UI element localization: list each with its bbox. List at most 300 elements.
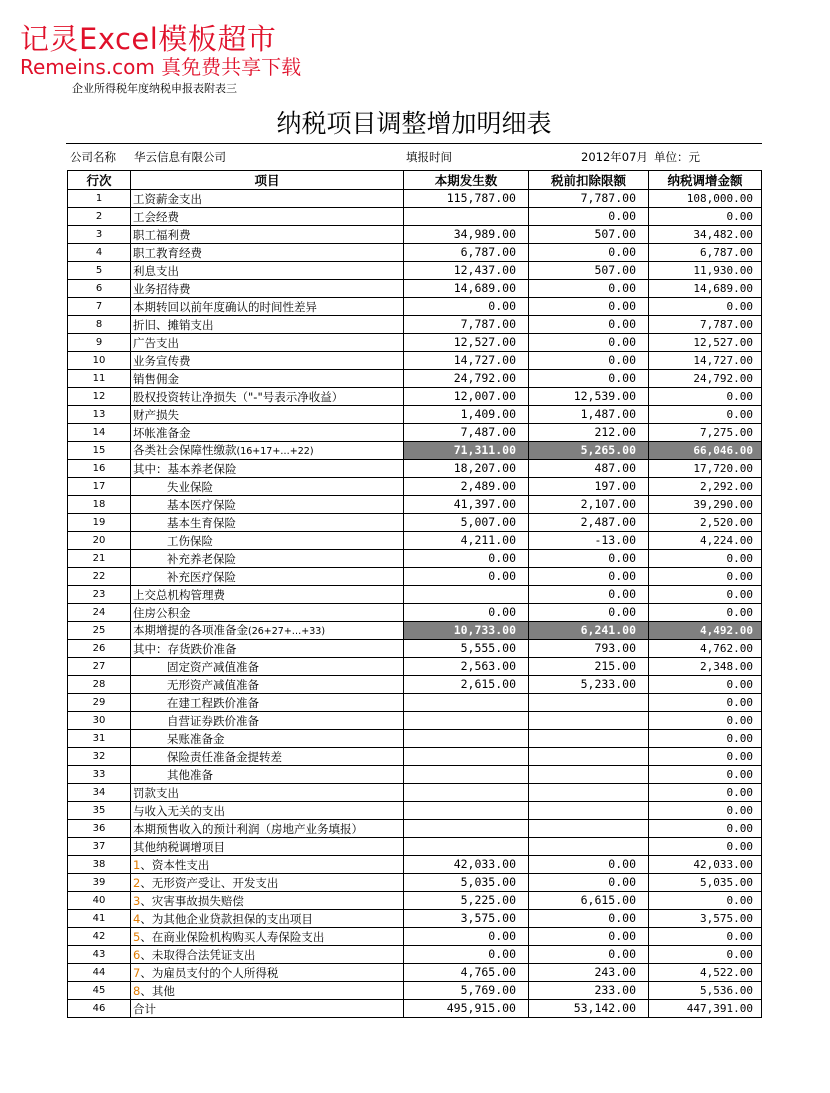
item-numbering: 2	[133, 876, 141, 890]
watermark-title: 记灵Excel模板超市	[20, 22, 277, 56]
deduction-limit-cell: 2,107.00	[529, 496, 649, 514]
item-label: 罚款支出	[133, 786, 179, 800]
row-number: 37	[68, 838, 131, 856]
row-item	[131, 838, 404, 856]
current-amount-cell: 4,211.00	[404, 532, 529, 550]
row-item	[131, 604, 404, 622]
table-row	[68, 478, 762, 496]
row-number: 27	[68, 658, 131, 676]
item-label: 合计	[133, 1002, 156, 1016]
adjustment-amount-cell: 0.00	[649, 766, 762, 784]
table-row	[68, 748, 762, 766]
unit-label: 单位：元	[654, 150, 700, 164]
item-label: 股权投资转让净损失（"-"号表示净收益）	[133, 390, 344, 404]
current-amount-cell: 10,733.00	[404, 622, 529, 640]
item-label: 住房公积金	[133, 606, 191, 620]
current-amount-cell	[404, 838, 529, 856]
item-numbering: 6	[133, 948, 141, 962]
row-number: 26	[68, 640, 131, 658]
current-amount-cell: 71,311.00	[404, 442, 529, 460]
row-item	[131, 802, 404, 820]
deduction-limit-cell: 233.00	[529, 982, 649, 1000]
item-label: 本期转回以前年度确认的时间性差异	[133, 300, 317, 314]
deduction-limit-cell: 2,487.00	[529, 514, 649, 532]
item-numbering: 5	[133, 930, 141, 944]
row-number: 21	[68, 550, 131, 568]
row-number: 33	[68, 766, 131, 784]
item-label: 保险责任准备金提转差	[167, 750, 282, 764]
row-item	[131, 514, 404, 532]
company-name: 华云信息有限公司	[134, 150, 226, 164]
item-label: 失业保险	[167, 480, 213, 494]
table-row	[68, 406, 762, 424]
current-amount-cell: 0.00	[404, 568, 529, 586]
table-row	[68, 604, 762, 622]
item-label: 其他纳税调增项目	[133, 840, 225, 854]
deduction-limit-cell: 0.00	[529, 550, 649, 568]
row-item	[131, 370, 404, 388]
item-label: 、其他	[140, 984, 175, 998]
deduction-limit-cell: 0.00	[529, 568, 649, 586]
deduction-limit-cell: 7,787.00	[529, 190, 649, 208]
row-number: 11	[68, 370, 131, 388]
row-item	[131, 910, 404, 928]
fill-time-label: 填报时间	[406, 150, 452, 164]
current-amount-cell: 12,527.00	[404, 334, 529, 352]
row-number: 2	[68, 208, 131, 226]
item-label: 财产损失	[133, 408, 179, 422]
table-row	[68, 370, 762, 388]
row-item	[131, 406, 404, 424]
col-header-deduction-limit: 税前扣除限额	[529, 171, 649, 190]
adjustment-amount-cell: 0.00	[649, 820, 762, 838]
deduction-limit-cell: 0.00	[529, 280, 649, 298]
item-formula-note: (16+17+…+22)	[236, 446, 314, 457]
item-label: 坏帐准备金	[133, 426, 191, 440]
table-row	[68, 442, 762, 460]
table-row	[68, 640, 762, 658]
item-label: 折旧、摊销支出	[133, 318, 214, 332]
watermark-subtitle: Remeins.com 真免费共享下载	[20, 55, 302, 79]
current-amount-cell: 0.00	[404, 298, 529, 316]
current-amount-cell: 1,409.00	[404, 406, 529, 424]
col-header-current-amount: 本期发生数	[404, 171, 529, 190]
adjustment-amount-cell: 4,224.00	[649, 532, 762, 550]
row-number: 19	[68, 514, 131, 532]
deduction-limit-cell: 0.00	[529, 910, 649, 928]
adjustment-amount-cell: 39,290.00	[649, 496, 762, 514]
row-number: 9	[68, 334, 131, 352]
table-row	[68, 658, 762, 676]
row-number: 1	[68, 190, 131, 208]
item-formula-note: (26+27+…+33)	[248, 626, 326, 637]
row-number: 38	[68, 856, 131, 874]
adjustment-amount-cell: 0.00	[649, 784, 762, 802]
row-item	[131, 442, 404, 460]
deduction-limit-cell: 507.00	[529, 226, 649, 244]
row-item	[131, 658, 404, 676]
item-label: 、资本性支出	[140, 858, 210, 872]
table-row	[68, 694, 762, 712]
adjustment-amount-cell: 0.00	[649, 748, 762, 766]
row-number: 40	[68, 892, 131, 910]
row-number: 10	[68, 352, 131, 370]
table-row	[68, 244, 762, 262]
row-item	[131, 694, 404, 712]
row-item	[131, 928, 404, 946]
table-row	[68, 424, 762, 442]
item-label: 、灾害事故损失赔偿	[140, 894, 244, 908]
current-amount-cell: 2,489.00	[404, 478, 529, 496]
item-label: 工资薪金支出	[133, 192, 202, 206]
table-row	[68, 226, 762, 244]
row-number: 22	[68, 568, 131, 586]
item-label: 与收入无关的支出	[133, 804, 225, 818]
table-row	[68, 586, 762, 604]
deduction-limit-cell	[529, 784, 649, 802]
deduction-limit-cell: 6,615.00	[529, 892, 649, 910]
row-number: 3	[68, 226, 131, 244]
adjustment-amount-cell: 108,000.00	[649, 190, 762, 208]
item-numbering: 4	[133, 912, 141, 926]
deduction-limit-cell: 0.00	[529, 334, 649, 352]
adjustment-amount-cell: 0.00	[649, 568, 762, 586]
row-number: 13	[68, 406, 131, 424]
adjustment-amount-cell: 4,762.00	[649, 640, 762, 658]
row-item	[131, 640, 404, 658]
table-row	[68, 190, 762, 208]
row-item	[131, 478, 404, 496]
adjustment-amount-cell: 0.00	[649, 586, 762, 604]
item-label: 、为雇员支付的个人所得税	[140, 966, 279, 980]
deduction-limit-cell	[529, 820, 649, 838]
current-amount-cell: 18,207.00	[404, 460, 529, 478]
item-label: 基本生育保险	[167, 516, 236, 530]
row-number: 43	[68, 946, 131, 964]
item-numbering: 7	[133, 966, 141, 980]
deduction-limit-cell: 0.00	[529, 946, 649, 964]
row-item	[131, 352, 404, 370]
row-number: 45	[68, 982, 131, 1000]
deduction-limit-cell: -13.00	[529, 532, 649, 550]
current-amount-cell: 24,792.00	[404, 370, 529, 388]
table-row	[68, 928, 762, 946]
current-amount-cell: 5,769.00	[404, 982, 529, 1000]
item-label: 其他准备	[167, 768, 213, 782]
table-row	[68, 892, 762, 910]
adjustment-amount-cell: 34,482.00	[649, 226, 762, 244]
adjustment-amount-cell: 0.00	[649, 604, 762, 622]
document-subtitle: 企业所得税年度纳税申报表附表三	[72, 82, 237, 95]
row-number: 28	[68, 676, 131, 694]
row-number: 7	[68, 298, 131, 316]
item-label: 、为其他企业贷款担保的支出项目	[140, 912, 313, 926]
row-item	[131, 424, 404, 442]
row-number: 41	[68, 910, 131, 928]
table-row	[68, 262, 762, 280]
current-amount-cell: 0.00	[404, 928, 529, 946]
row-number: 42	[68, 928, 131, 946]
adjustment-amount-cell: 447,391.00	[649, 1000, 762, 1018]
row-number: 20	[68, 532, 131, 550]
row-number: 16	[68, 460, 131, 478]
current-amount-cell	[404, 730, 529, 748]
adjustment-amount-cell: 11,930.00	[649, 262, 762, 280]
table-row	[68, 964, 762, 982]
row-item	[131, 766, 404, 784]
row-number: 17	[68, 478, 131, 496]
deduction-limit-cell: 5,233.00	[529, 676, 649, 694]
table-row	[68, 820, 762, 838]
adjustment-amount-cell: 2,348.00	[649, 658, 762, 676]
current-amount-cell: 42,033.00	[404, 856, 529, 874]
row-item	[131, 388, 404, 406]
item-label: 本期增提的各项准备金	[133, 623, 248, 637]
table-header-row	[68, 171, 762, 190]
table-row	[68, 676, 762, 694]
current-amount-cell	[404, 208, 529, 226]
deduction-limit-cell: 6,241.00	[529, 622, 649, 640]
row-item	[131, 730, 404, 748]
table-row	[68, 874, 762, 892]
row-item	[131, 856, 404, 874]
current-amount-cell: 2,563.00	[404, 658, 529, 676]
adjustment-amount-cell: 6,787.00	[649, 244, 762, 262]
row-item	[131, 712, 404, 730]
adjustment-amount-cell: 0.00	[649, 802, 762, 820]
current-amount-cell: 4,765.00	[404, 964, 529, 982]
deduction-limit-cell: 0.00	[529, 604, 649, 622]
item-label: 工会经费	[133, 210, 179, 224]
adjustment-amount-cell: 0.00	[649, 388, 762, 406]
deduction-limit-cell: 793.00	[529, 640, 649, 658]
row-number: 4	[68, 244, 131, 262]
table-row	[68, 514, 762, 532]
item-label: 、在商业保险机构购买人寿保险支出	[140, 930, 325, 944]
title-rule	[66, 143, 762, 144]
table-row	[68, 856, 762, 874]
document-title: 纳税项目调整增加明细表	[276, 109, 552, 138]
table-row	[68, 532, 762, 550]
adjustment-amount-cell: 0.00	[649, 676, 762, 694]
item-label: 呆账准备金	[167, 732, 225, 746]
deduction-limit-cell: 0.00	[529, 208, 649, 226]
row-item	[131, 982, 404, 1000]
table-row	[68, 946, 762, 964]
adjustment-amount-cell: 0.00	[649, 406, 762, 424]
table-row	[68, 280, 762, 298]
adjustment-amount-cell: 0.00	[649, 712, 762, 730]
row-item	[131, 280, 404, 298]
deduction-limit-cell	[529, 730, 649, 748]
row-item	[131, 550, 404, 568]
current-amount-cell: 12,437.00	[404, 262, 529, 280]
row-number: 24	[68, 604, 131, 622]
current-amount-cell: 5,225.00	[404, 892, 529, 910]
deduction-limit-cell: 507.00	[529, 262, 649, 280]
item-label: 各类社会保障性缴款	[133, 443, 237, 457]
table-row	[68, 460, 762, 478]
adjustment-amount-cell: 14,727.00	[649, 352, 762, 370]
deduction-limit-cell	[529, 712, 649, 730]
item-label: 本期预售收入的预计利润（房地产业务填报）	[133, 822, 363, 836]
current-amount-cell: 41,397.00	[404, 496, 529, 514]
deduction-limit-cell	[529, 802, 649, 820]
row-number: 29	[68, 694, 131, 712]
row-item	[131, 946, 404, 964]
current-amount-cell	[404, 820, 529, 838]
row-item	[131, 874, 404, 892]
table-row	[68, 766, 762, 784]
current-amount-cell	[404, 694, 529, 712]
deduction-limit-cell: 197.00	[529, 478, 649, 496]
adjustment-amount-cell: 4,492.00	[649, 622, 762, 640]
current-amount-cell: 14,727.00	[404, 352, 529, 370]
current-amount-cell: 0.00	[404, 550, 529, 568]
row-item	[131, 964, 404, 982]
deduction-limit-cell: 0.00	[529, 298, 649, 316]
table-row	[68, 802, 762, 820]
company-label: 公司名称	[70, 150, 116, 164]
deduction-limit-cell: 53,142.00	[529, 1000, 649, 1018]
row-item	[131, 496, 404, 514]
row-item	[131, 208, 404, 226]
current-amount-cell: 5,007.00	[404, 514, 529, 532]
row-number: 34	[68, 784, 131, 802]
row-item	[131, 316, 404, 334]
current-amount-cell: 0.00	[404, 946, 529, 964]
adjustment-amount-cell: 0.00	[649, 838, 762, 856]
current-amount-cell: 12,007.00	[404, 388, 529, 406]
item-label: 自营证券跌价准备	[167, 714, 259, 728]
adjustment-amount-cell: 0.00	[649, 550, 762, 568]
deduction-limit-cell: 0.00	[529, 856, 649, 874]
adjustment-table	[67, 170, 762, 1018]
deduction-limit-cell: 215.00	[529, 658, 649, 676]
row-item	[131, 622, 404, 640]
deduction-limit-cell: 0.00	[529, 316, 649, 334]
adjustment-amount-cell: 0.00	[649, 208, 762, 226]
table-row	[68, 910, 762, 928]
row-number: 31	[68, 730, 131, 748]
row-number: 18	[68, 496, 131, 514]
row-number: 35	[68, 802, 131, 820]
adjustment-amount-cell: 4,522.00	[649, 964, 762, 982]
row-item	[131, 568, 404, 586]
adjustment-amount-cell: 0.00	[649, 928, 762, 946]
current-amount-cell: 7,787.00	[404, 316, 529, 334]
table-row	[68, 712, 762, 730]
col-header-row-no: 行次	[68, 171, 131, 190]
deduction-limit-cell: 0.00	[529, 928, 649, 946]
row-number: 6	[68, 280, 131, 298]
row-number: 12	[68, 388, 131, 406]
adjustment-amount-cell: 3,575.00	[649, 910, 762, 928]
adjustment-amount-cell: 5,536.00	[649, 982, 762, 1000]
deduction-limit-cell: 5,265.00	[529, 442, 649, 460]
table-row	[68, 784, 762, 802]
table-row	[68, 496, 762, 514]
item-label: 无形资产减值准备	[167, 678, 259, 692]
current-amount-cell	[404, 586, 529, 604]
deduction-limit-cell	[529, 838, 649, 856]
table-row	[68, 316, 762, 334]
item-label: 职工教育经费	[133, 246, 202, 260]
row-item	[131, 748, 404, 766]
adjustment-amount-cell: 24,792.00	[649, 370, 762, 388]
item-label: 、未取得合法凭证支出	[140, 948, 256, 962]
item-label: 业务宣传费	[133, 354, 191, 368]
adjustment-amount-cell: 12,527.00	[649, 334, 762, 352]
adjustment-amount-cell: 7,787.00	[649, 316, 762, 334]
table-row	[68, 838, 762, 856]
row-number: 8	[68, 316, 131, 334]
row-item	[131, 226, 404, 244]
deduction-limit-cell: 487.00	[529, 460, 649, 478]
table-row	[68, 730, 762, 748]
adjustment-amount-cell: 0.00	[649, 730, 762, 748]
item-label: 补充养老保险	[167, 552, 236, 566]
report-date: 2012年07月	[581, 150, 648, 164]
current-amount-cell	[404, 748, 529, 766]
item-label: 工伤保险	[167, 534, 213, 548]
row-number: 44	[68, 964, 131, 982]
current-amount-cell: 14,689.00	[404, 280, 529, 298]
row-number: 30	[68, 712, 131, 730]
row-item	[131, 298, 404, 316]
adjustment-amount-cell: 2,520.00	[649, 514, 762, 532]
adjustment-amount-cell: 66,046.00	[649, 442, 762, 460]
item-label: 固定资产减值准备	[167, 660, 259, 674]
row-item	[131, 190, 404, 208]
adjustment-amount-cell: 17,720.00	[649, 460, 762, 478]
item-label: 其中：基本养老保险	[133, 462, 237, 476]
item-numbering: 1	[133, 858, 141, 872]
current-amount-cell	[404, 802, 529, 820]
item-label: 基本医疗保险	[167, 498, 236, 512]
table-row	[68, 622, 762, 640]
row-item	[131, 532, 404, 550]
current-amount-cell: 5,555.00	[404, 640, 529, 658]
adjustment-amount-cell: 0.00	[649, 694, 762, 712]
item-label: 在建工程跌价准备	[167, 696, 259, 710]
adjustment-amount-cell: 5,035.00	[649, 874, 762, 892]
current-amount-cell: 2,615.00	[404, 676, 529, 694]
item-label: 业务招待费	[133, 282, 191, 296]
adjustment-amount-cell: 42,033.00	[649, 856, 762, 874]
col-header-adjustment-amount: 纳税调增金额	[649, 171, 762, 190]
row-item	[131, 784, 404, 802]
deduction-limit-cell: 12,539.00	[529, 388, 649, 406]
current-amount-cell	[404, 784, 529, 802]
deduction-limit-cell: 0.00	[529, 244, 649, 262]
table-row	[68, 982, 762, 1000]
current-amount-cell	[404, 766, 529, 784]
deduction-limit-cell: 243.00	[529, 964, 649, 982]
adjustment-amount-cell: 0.00	[649, 298, 762, 316]
deduction-limit-cell: 0.00	[529, 586, 649, 604]
row-number: 32	[68, 748, 131, 766]
deduction-limit-cell	[529, 694, 649, 712]
table-row	[68, 334, 762, 352]
table-row	[68, 388, 762, 406]
row-number: 14	[68, 424, 131, 442]
row-item	[131, 892, 404, 910]
deduction-limit-cell: 1,487.00	[529, 406, 649, 424]
current-amount-cell	[404, 712, 529, 730]
current-amount-cell: 34,989.00	[404, 226, 529, 244]
table-row	[68, 1000, 762, 1018]
